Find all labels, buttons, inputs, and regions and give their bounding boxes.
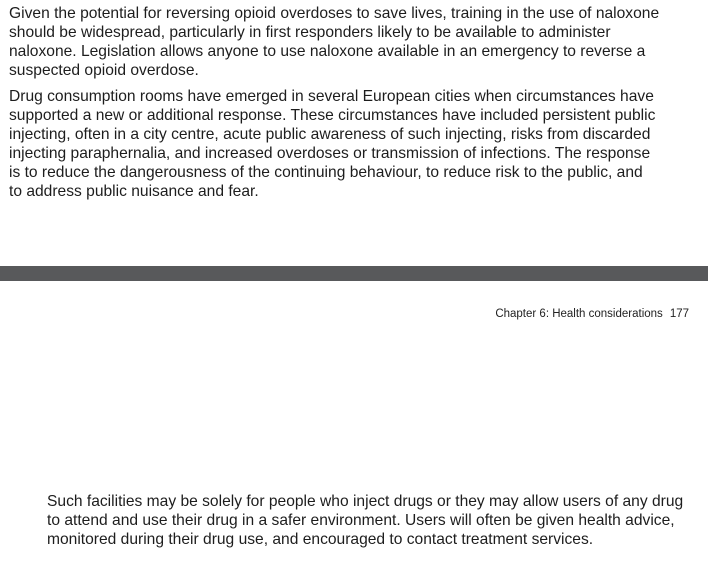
text-line: to address public nuisance and fear. [9,183,259,200]
paragraph-facilities [47,492,683,549]
page-top [0,0,708,266]
text-line: supported a new or additional response. These circumstances have included persistent public [9,107,656,124]
text-line: injecting paraphernalia, and increased overdoses or transmission of infections. The response [9,145,651,162]
page-separator [0,266,708,281]
page-number: 177 [669,308,689,320]
text-line: monitored during their drug use, and encouraged to contact treatment services. [47,531,594,548]
text-line: Given the potential for reversing opioid overdoses to save lives, training in the use of naloxone [9,5,660,22]
text-line: is to reduce the dangerousness of the continuing behaviour, to reduce risk to the public, and [9,164,643,181]
text-line: should be widespread, particularly in first responders likely to be available to administer [9,24,611,41]
text-line: Drug consumption rooms have emerged in several European cities when circumstances have [9,88,654,105]
chapter-title: Chapter 6: Health considerations [495,308,663,320]
running-head [495,308,689,320]
text-line: suspected opioid overdose. [9,62,199,79]
paragraph-naloxone [9,4,659,80]
page-bottom [0,281,708,566]
text-line: naloxone. Legislation allows anyone to use naloxone available in an emergency to reverse a [9,43,646,60]
text-line: to attend and use their drug in a safer environment. Users will often be given health advice, [47,512,675,529]
text-line: injecting, often in a city centre, acute public awareness of such injecting, risks from discarded [9,126,651,143]
paragraph-drug-consumption-rooms [9,87,655,201]
text-line: Such facilities may be solely for people who inject drugs or they may allow users of any drug [47,493,684,510]
